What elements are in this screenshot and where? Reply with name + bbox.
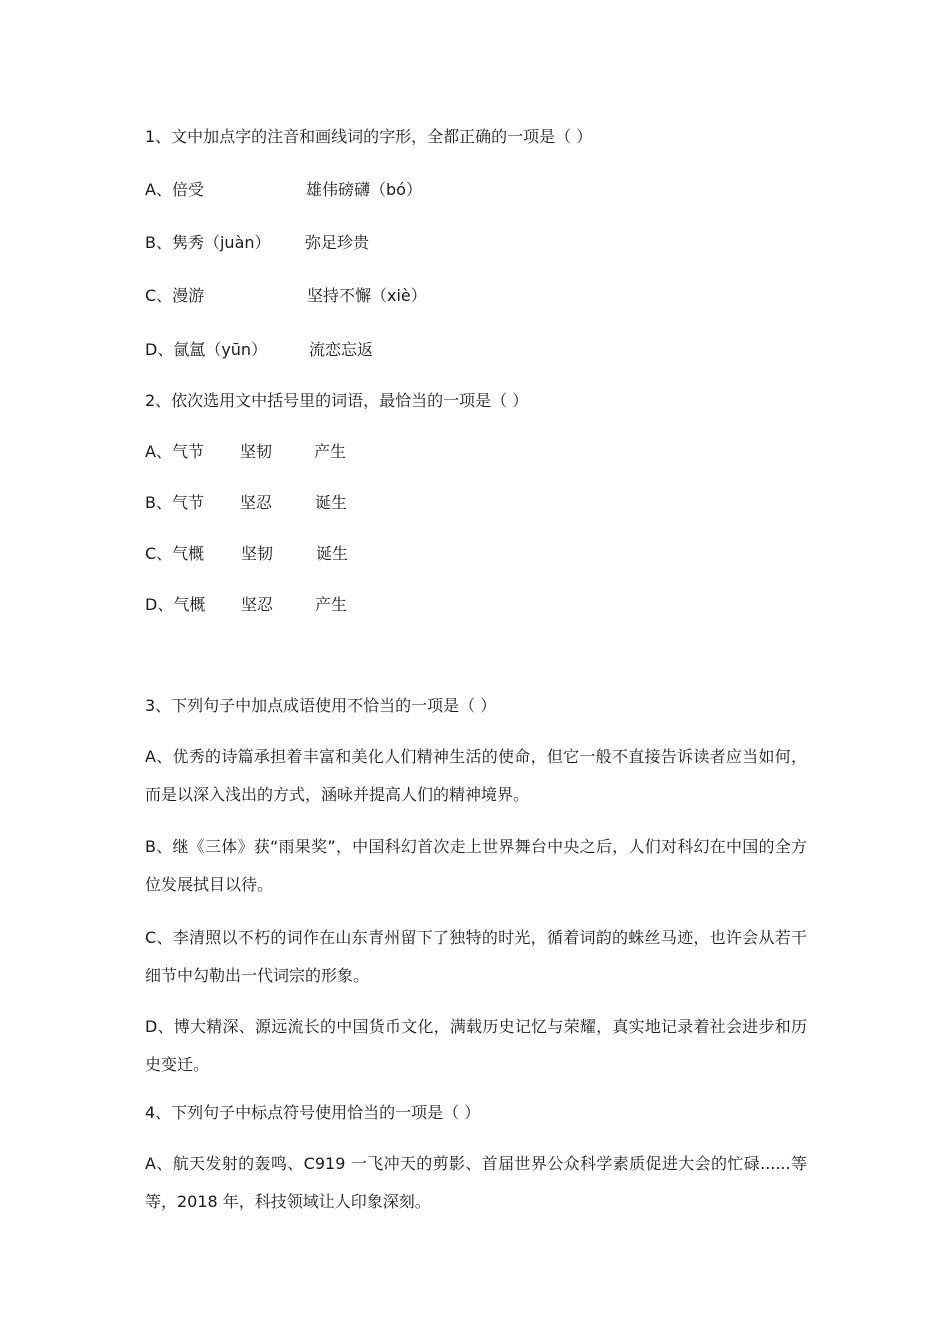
q1-option-a-word: 雄伟磅礴（bó）: [306, 180, 422, 199]
q3-option-a: A、优秀的诗篇承担着丰富和美化人们精神生活的使命，但它一般不直接告诉读者应当如何，而是以深入浅出的方式，涵咏并提高人们的精神境界。: [145, 747, 807, 804]
q4-stem: 4、下列句子中标点符号使用恰当的一项是（ ）: [145, 1103, 481, 1122]
q2-option-c-word2: 诞生: [316, 544, 349, 563]
q1-option-b-label: B、隽秀（juàn）: [145, 233, 271, 252]
q3-stem: 3、下列句子中加点成语使用不恰当的一项是（ ）: [145, 696, 497, 715]
q2-option-c-word1: 坚韧: [241, 544, 274, 563]
q4-option-a: A、航天发射的轰鸣、C919 一飞冲天的剪影、首届世界公众科学素质促进大会的忙碌......等等，2018 年，科技领域让人印象深刻。: [145, 1154, 807, 1211]
q1-option-d-word: 流恋忘返: [309, 340, 374, 359]
q1-option-c-label: C、漫游: [145, 286, 205, 305]
q2-option-a-label: A、气节: [145, 442, 204, 461]
q2-stem: 2、依次选用文中括号里的词语，最恰当的一项是（ ）: [145, 391, 529, 410]
q1-option-d-label: D、氤氲（yūn）: [145, 340, 268, 359]
q1-option-a-label: A、倍受: [145, 180, 204, 199]
q3-option-b: B、继《三体》获“雨果奖”，中国科幻首次走上世界舞台中央之后，人们对科幻在中国的全方位发展拭目以待。: [145, 837, 807, 894]
q2-option-d-word1: 坚忍: [241, 595, 274, 614]
q2-option-b-word2: 诞生: [315, 493, 348, 512]
q2-option-d-label: D、气概: [145, 595, 206, 614]
q1-option-c-word: 坚持不懈（xiè）: [307, 286, 427, 305]
q1-option-b-word: 弥足珍贵: [305, 233, 370, 252]
q2-option-b-word1: 坚忍: [240, 493, 273, 512]
q2-option-b-label: B、气节: [145, 493, 204, 512]
q2-option-a-word2: 产生: [314, 442, 347, 461]
q1-stem: 1、文中加点字的注音和画线词的字形，全都正确的一项是（ ）: [145, 127, 593, 146]
q2-option-c-label: C、气概: [145, 544, 205, 563]
q3-option-d: D、博大精深、源远流长的中国货币文化，满载历史记忆与荣耀，真实地记录着社会进步和历史变迁。: [145, 1017, 807, 1074]
q3-option-c: C、李清照以不朽的词作在山东青州留下了独特的时光，循着词韵的蛛丝马迹，也许会从若干细节中勾勒出一代词宗的形象。: [145, 928, 807, 985]
q2-option-a-word1: 坚韧: [240, 442, 273, 461]
q2-option-d-word2: 产生: [315, 595, 348, 614]
